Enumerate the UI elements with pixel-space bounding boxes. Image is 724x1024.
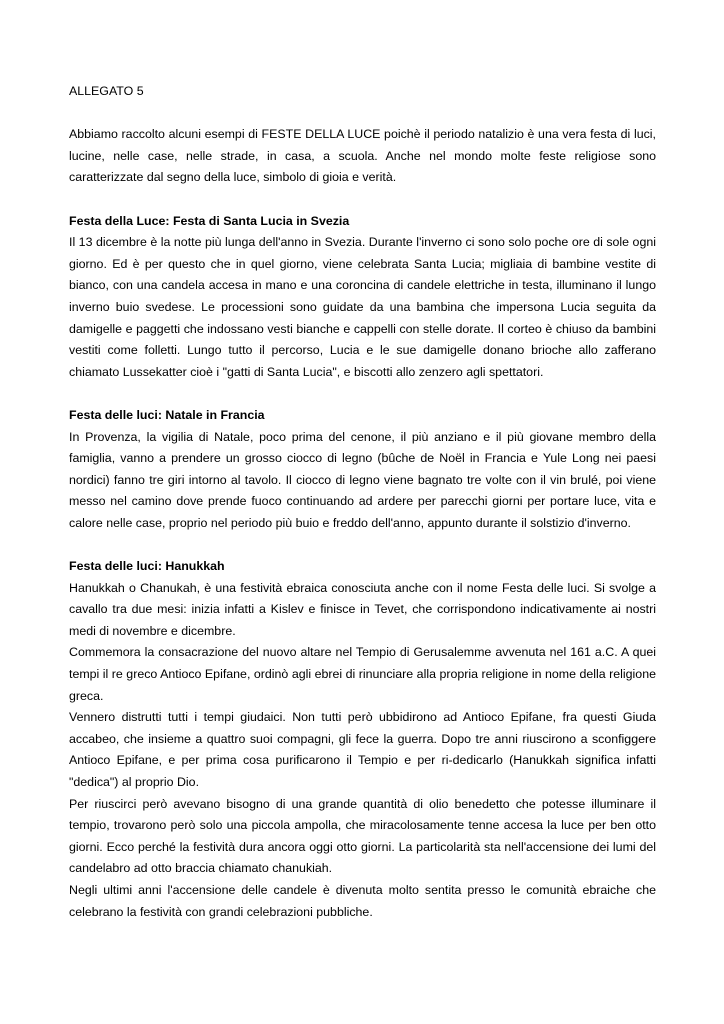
section-paragraph: Negli ultimi anni l'accensione delle candele è divenuta molto sentita presso le comunità ebraiche che celebrano la festività con grandi celebrazioni pubbliche. [69,882,656,919]
section-heading: Festa delle luci: Natale in Francia [69,407,265,422]
intro-paragraph: Abbiamo raccolto alcuni esempi di FESTE DELLA LUCE poichè il periodo natalizio è una vera festa di luci, lucine, nelle case, nelle strade, in casa, a scuola. Anche nel mondo molte feste religiose sono caratterizzate dal segno della luce, simbolo di gioia e verità. [69,127,656,185]
section-natale-francia [69,405,656,535]
section-paragraph: Il 13 dicembre è la notte più lunga dell'anno in Svezia. Durante l'inverno ci sono solo poche ore di sole ogni giorno. Ed è per questo che in quel giorno, viene celebrata Santa Lucia; migliaia di bambine vestite di bianco, con una candela accesa in mano e una coroncina di candele elettriche in testa, illuminano il lungo inverno buio svedese. Le processioni sono guidate da una bambina che impersona Lucia seguita da damigelle e paggetti che indossano vesti bianche e cappelli con stelle dorate. Il corteo è chiuso da bambini vestiti come folletti. Lungo tutto il percorso, Lucia e le sue damigelle donano brioche allo zafferano chiamato Lussekatter cioè i "gatti di Santa Lucia", e biscotti allo zenzero agli spettatori. [69,235,656,379]
section-paragraph: Per riuscirci però avevano bisogno di una grande quantità di olio benedetto che potesse illuminare il tempio, trovarono però solo una piccola ampolla, che miracolosamente tenne accesa la luce per ben otto giorni. Ecco perché la festività dura ancora oggi otto giorni. La particolarità sta nell'accensione dei lumi del candelabro ad otto braccia chiamato chanukiah. [69,796,656,876]
spacer [69,383,656,405]
section-paragraph: Hanukkah o Chanukah, è una festività ebraica conosciuta anche con il nome Festa delle luci. Si svolge a cavallo tra due mesi: inizia infatti a Kislev e finisce in Tevet, che corrispondono indicativamente ai nostri medi di novembre e dicembre. [69,580,656,638]
document-page [69,81,656,923]
section-heading: Festa della Luce: Festa di Santa Lucia in Svezia [69,213,350,228]
section-paragraph: Commemora la consacrazione del nuovo altare nel Tempio di Gerusalemme avvenuta nel 161 a.C. A quei tempi il re greco Antioco Epifane, ordinò agli ebrei di rinunciare alla propria religione in nome della religione greca. [69,645,656,703]
spacer [69,534,656,556]
section-santa-lucia [69,211,656,384]
section-paragraph: Vennero distrutti tutti i tempi giudaici. Non tutti però ubbidirono ad Antioco Epifane, fra questi Giuda accabeo, che insieme a quattro suoi compagni, gli fece la guerra. Dopo tre anni riuscirono a sconfiggere Antioco Epifane, e per prima cosa purificarono il Tempio e per ri-dedicarlo (Hanukkah significa infatti "dedica") al proprio Dio. [69,710,656,789]
spacer [69,189,656,211]
spacer [69,103,656,125]
document-title: ALLEGATO 5 [69,84,144,98]
section-hanukkah [69,556,656,923]
section-paragraph: In Provenza, la vigilia di Natale, poco prima del cenone, il più anziano e il più giovane membro della famiglia, vanno a prendere un grosso ciocco di legno (bûche de Noël in Francia e Yule Long nei paesi nordici) fanno tre giri intorno al tavolo. Il ciocco di legno viene bagnato tre volte con il vin brulé, poi viene messo nel camino dove prende fuoco continuando ad ardere per parecchi giorni per portare luce, vita e calore nelle case, proprio nel periodo più buio e freddo dell'anno, appunto durante il solstizio d'inverno. [69,429,656,530]
section-heading: Festa delle luci: Hanukkah [69,559,225,574]
